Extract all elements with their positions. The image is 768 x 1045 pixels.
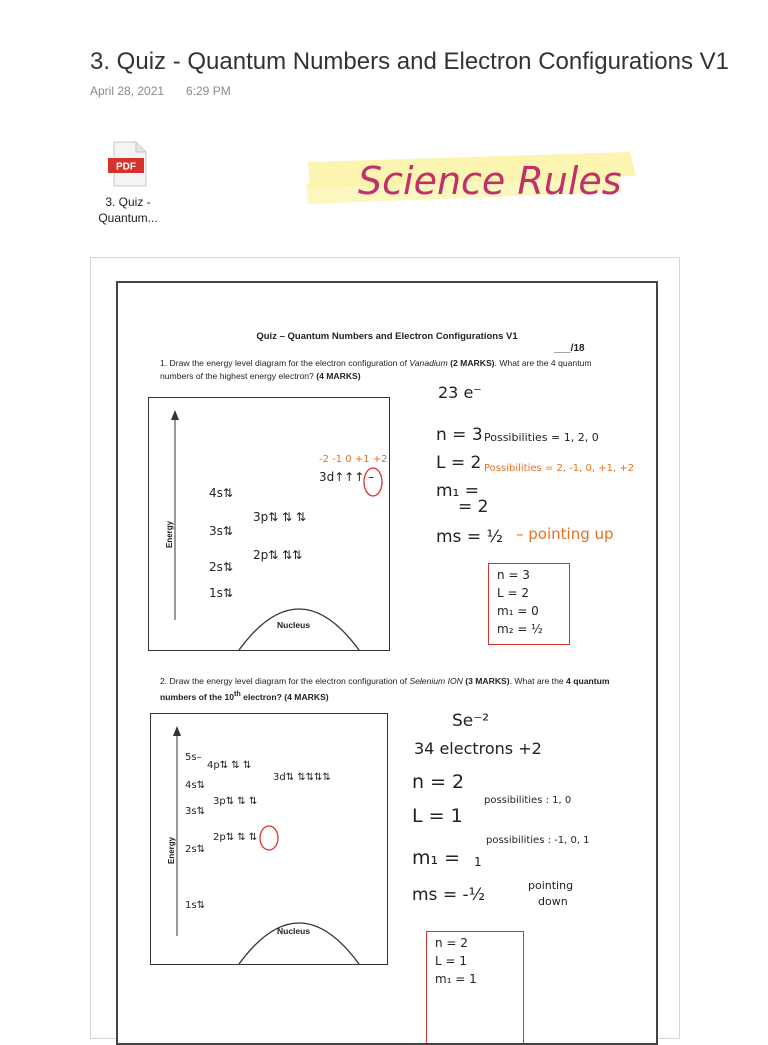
q2-answer-box — [426, 931, 524, 1045]
q1-ms-line: ms = ½ — [436, 527, 503, 547]
q1-rest: . What are the 4 quantum numbers of the highest energy electron? — [160, 358, 592, 381]
energy-diagram-1 — [148, 397, 390, 651]
q2-ms-note-2: down — [538, 895, 568, 908]
energy-axis-label: Energy — [165, 520, 174, 548]
level-5s: 5s– — [185, 752, 202, 763]
diagram-1-lines — [149, 398, 389, 650]
q1-marks2: (4 MARKS) — [316, 371, 361, 381]
question-1 — [160, 357, 620, 383]
level-3p: 3p⇅ ⇅ ⇅ — [253, 510, 307, 524]
q2-sup: th — [234, 690, 241, 698]
nucleus-label: Nucleus — [277, 926, 311, 936]
q1-ml-possibilities: Possibilities = 2, -1, 0, +1, +2 — [484, 463, 635, 474]
q1-box-line: m₁ = 0 — [497, 604, 539, 618]
level-1s: 1s⇅ — [209, 586, 233, 600]
quiz-page — [116, 281, 658, 1045]
q1-box-line: m₂ = ½ — [497, 622, 543, 636]
q1-box-line: n = 3 — [497, 568, 530, 582]
page-title: 3. Quiz - Quantum Numbers and Electron Configurations V1 — [90, 48, 729, 75]
q2-l-possibilities: possibilities : 1, 0 — [484, 795, 572, 806]
ink-highlight — [300, 132, 650, 222]
q1-element: Vanadium — [409, 358, 448, 368]
pdf-icon-label: PDF — [116, 161, 136, 173]
q2-marks2: (4 MARKS) — [281, 691, 329, 702]
ink-note-text: Science Rules — [358, 159, 622, 203]
q2-element: Selenium ION — [409, 676, 463, 686]
energy-axis-arrow — [171, 410, 179, 420]
level-2s: 2s⇅ — [209, 560, 233, 574]
pdf-attachment[interactable] — [78, 140, 178, 226]
q2-rest: . What are the — [509, 676, 567, 686]
level-3d: 3d↑↑↑ – — [319, 470, 375, 484]
q2-box-line: n = 2 — [435, 936, 468, 950]
level-2s: 2s⇅ — [185, 844, 205, 855]
q2-ml-label: m₁ = — [412, 847, 461, 869]
q2-ms-line: ms = -½ — [412, 885, 486, 905]
q1-ms-note: – pointing up — [516, 525, 614, 543]
q2-l-line: L = 1 — [412, 805, 463, 827]
note-time: 6:29 PM — [186, 84, 231, 98]
nucleus-label: Nucleus — [277, 620, 311, 630]
pdf-file-icon — [106, 140, 150, 188]
attachment-name-line1: 3. Quiz - — [105, 195, 151, 209]
q1-ml-label: m₁ = — [436, 481, 480, 501]
level-3s: 3s⇅ — [209, 524, 233, 538]
q2-ml-value: 1 — [474, 855, 482, 869]
level-3d-ml-marks: -2 -1 0 +1 +2 — [319, 454, 388, 465]
q2-bold: 4 quantum numbers of the 10 — [160, 676, 610, 702]
q2-box-line: L = 1 — [435, 954, 468, 968]
q1-n-line: n = 3 — [436, 425, 483, 445]
level-4p: 4p⇅ ⇅ ⇅ — [207, 760, 252, 771]
level-2p: 2p⇅ ⇅⇅ — [253, 548, 303, 562]
attachment-name-line2: Quantum... — [98, 211, 158, 225]
level-3p: 3p⇅ ⇅ ⇅ — [213, 796, 258, 807]
q2-ion-symbol: Se⁻² — [452, 711, 490, 731]
quiz-title: Quiz – Quantum Numbers and Electron Configurations V1 — [256, 331, 518, 342]
q1-text: 1. Draw the energy level diagram for the electron configuration of — [160, 358, 410, 368]
q1-l-line: L = 2 — [436, 453, 482, 473]
energy-diagram-2 — [150, 713, 388, 965]
energy-axis-arrow — [173, 726, 181, 736]
q2-electrons: 34 electrons +2 — [414, 739, 542, 758]
q2-bold-end: electron? — [240, 691, 282, 702]
q1-electrons: 23 e⁻ — [438, 383, 482, 402]
level-2p: 2p⇅ ⇅ ⇅ — [213, 832, 258, 843]
q1-marks1: (2 MARKS) — [447, 358, 495, 368]
q2-ml-possibilities: possibilities : -1, 0, 1 — [486, 835, 590, 846]
q2-box-line: m₁ = 1 — [435, 972, 477, 986]
quiz-score: ___/18 — [554, 343, 585, 354]
q2-n-line: n = 2 — [412, 771, 465, 793]
q1-ml-value: = 2 — [458, 497, 489, 517]
energy-axis-label: Energy — [167, 836, 176, 864]
level-1s: 1s⇅ — [185, 900, 205, 911]
q2-ms-note-1: pointing — [528, 879, 574, 892]
q1-box-line: L = 2 — [497, 586, 530, 600]
q1-answer-box — [488, 563, 570, 645]
level-3s: 3s⇅ — [185, 806, 205, 817]
level-4s: 4s⇅ — [185, 780, 205, 791]
note-date: April 28, 2021 — [90, 84, 165, 98]
question-2 — [160, 675, 620, 704]
level-4s: 4s⇅ — [209, 486, 233, 500]
q2-text: 2. Draw the energy level diagram for the electron configuration of — [160, 676, 410, 686]
q1-n-possibilities: Possibilities = 1, 2, 0 — [484, 431, 599, 444]
q2-marks1: (3 MARKS) — [462, 676, 510, 686]
level-3d: 3d⇅ ⇅⇅⇅⇅ — [273, 772, 331, 783]
